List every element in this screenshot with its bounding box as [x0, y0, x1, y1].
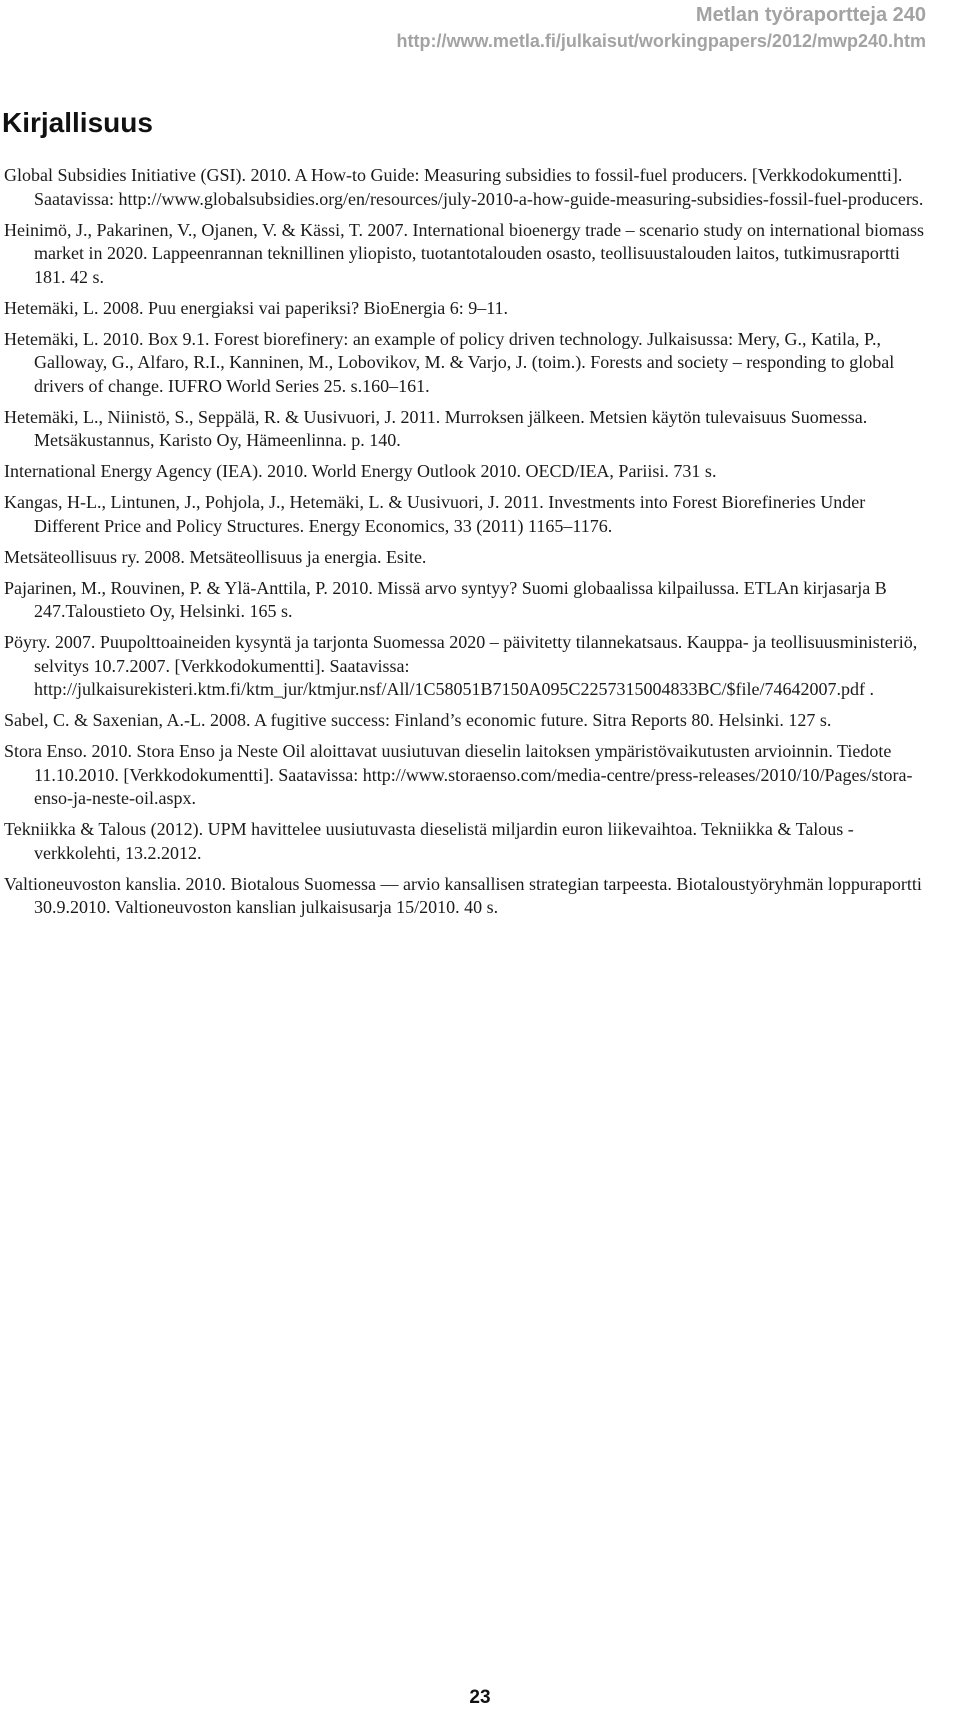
- running-header: [397, 2, 926, 54]
- reference-item: Pajarinen, M., Rouvinen, P. & Ylä-Anttila, P. 2010. Missä arvo syntyy? Suomi globaalissa kilpailussa. ETLAn kirjasarja B 247.Taloustieto Oy, Helsinki. 165 s.: [4, 577, 887, 621]
- reference-item: Hetemäki, L. 2010. Box 9.1. Forest biorefinery: an example of policy driven technology. Julkaisussa: Mery, G., Katila, P., Galloway, G., Alfaro, R.I., Kanninen, M., Lobovikov, M. & Varjo, J. (toim.). Forests and society – responding to global drivers of change. IUFRO World Series 25. s.160–161.: [4, 328, 895, 396]
- reference-item: Hetemäki, L., Niinistö, S., Seppälä, R. & Uusivuori, J. 2011. Murroksen jälkeen. Metsien käytön tulevaisuus Suomessa. Metsäkustannus, Karisto Oy, Hämeenlinna. p. 140.: [4, 406, 868, 450]
- reference-item: Hetemäki, L. 2008. Puu energiaksi vai paperiksi? BioEnergia 6: 9–11.: [4, 297, 509, 318]
- reference-item: International Energy Agency (IEA). 2010. World Energy Outlook 2010. OECD/IEA, Pariisi. 731 s.: [4, 461, 717, 481]
- series-title: Metlan työraportteja 240: [695, 4, 926, 26]
- reference-list: [4, 164, 932, 927]
- reference-item: Sabel, C. & Saxenian, A.-L. 2008. A fugitive success: Finland’s economic future. Sitra Reports 80. Helsinki. 127 s.: [4, 710, 832, 730]
- reference-item: Valtioneuvoston kanslia. 2010. Biotalous Suomessa — arvio kansallisen strategian tarpeesta. Biotaloustyöryhmän loppuraportti 30.9.2010. Valtioneuvoston kanslian julkaisusarja 15/2010. 40 s.: [4, 873, 922, 917]
- reference-item: Tekniikka & Talous (2012). UPM havittelee uusiutuvasta dieselistä miljardin euron liikevaihtoa. Tekniikka & Talous -verkkolehti, 13.2.2012.: [4, 819, 854, 863]
- reference-item: Kangas, H-L., Lintunen, J., Pohjola, J., Hetemäki, L. & Uusivuori, J. 2011. Investments into Forest Biorefineries Under Different Price and Policy Structures. Energy Economics, 33 (2011) 1165–1176.: [4, 492, 866, 536]
- page-number: 23: [469, 1687, 491, 1708]
- section-title: Kirjallisuus: [2, 107, 153, 138]
- reference-item: Heinimö, J., Pakarinen, V., Ojanen, V. & Kässi, T. 2007. International bioenergy trade – scenario study on international biomass market in 2020. Lappeenrannan teknillinen yliopisto, tuotantotalouden osasto, teollisuustalouden laitos, tutkimusraportti 181. 42 s.: [4, 219, 925, 287]
- reference-item: Pöyry. 2007. Puupolttoaineiden kysyntä ja tarjonta Suomessa 2020 – päivitetty tilannekatsaus. Kauppa- ja teollisuusministeriö, selvitys 10.7.2007. [Verkkodokumentti]. Saatavissa: http://julkaisurekisteri.ktm.fi/ktm_jur/ktmjur.nsf/All/1C58051B7150A095C2257315004833BC/$file/74642007.pdf .: [4, 632, 918, 699]
- reference-item: Stora Enso. 2010. Stora Enso ja Neste Oil aloittavat uusiutuvan dieselin laitoksen ympäristövaikutusten arvioinnin. Tiedote 11.10.2010. [Verkkodokumentti]. Saatavissa: http://www.storaenso.com/media-centre/press-releases/2010/10/Pages/stora-enso-ja-neste-oil.aspx.: [4, 741, 913, 808]
- reference-item: Global Subsidies Initiative (GSI). 2010. A How-to Guide: Measuring subsidies to fossil-fuel producers. [Verkkodokumentti]. Saatavissa: http://www.globalsubsidies.org/en/resources/july-2010-a-how-guide-measuring-subsidies-fossil-fuel-producers.: [4, 165, 924, 209]
- reference-item: Metsäteollisuus ry. 2008. Metsäteollisuus ja energia. Esite.: [4, 546, 427, 567]
- publication-url[interactable]: http://www.metla.fi/julkaisut/workingpapers/2012/mwp240.htm: [396, 31, 926, 51]
